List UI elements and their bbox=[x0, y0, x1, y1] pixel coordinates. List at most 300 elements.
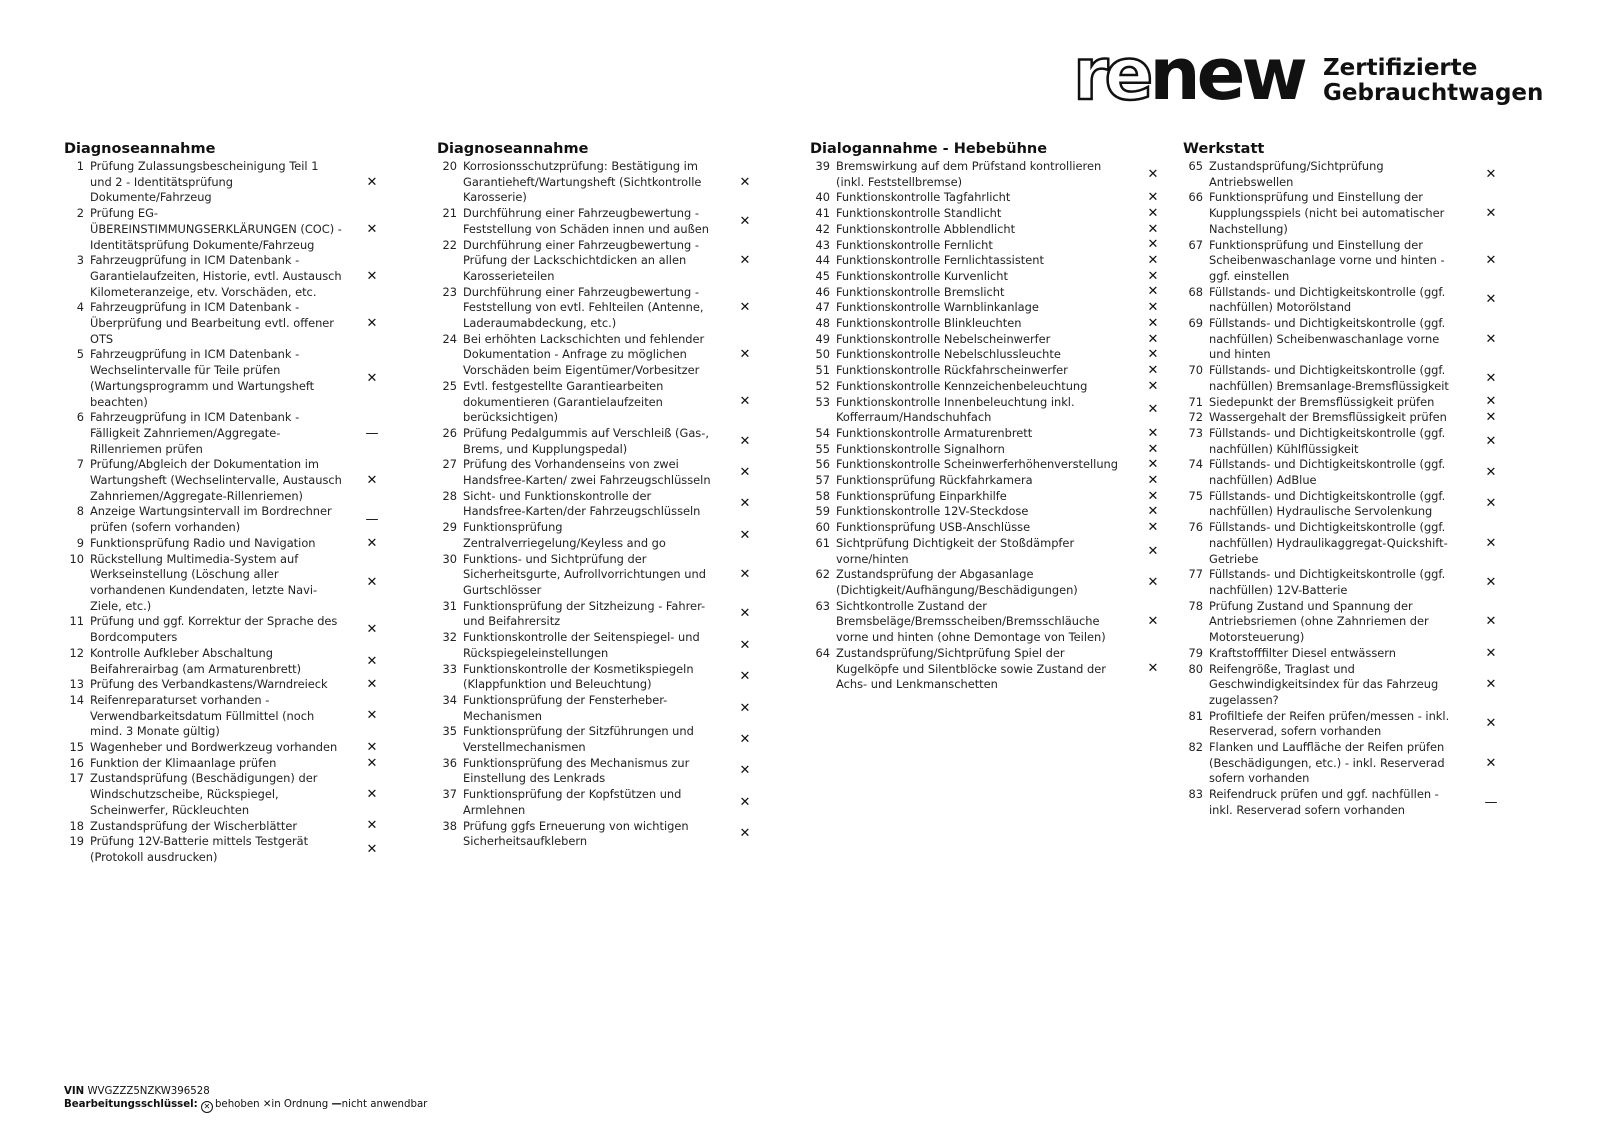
item-number: 28 bbox=[442, 488, 457, 503]
checklist-item bbox=[810, 190, 1159, 206]
checklist-item bbox=[1183, 489, 1503, 520]
checklist-item bbox=[64, 253, 384, 300]
check-x-icon: ✕ bbox=[1147, 504, 1159, 520]
checklist-item bbox=[64, 819, 384, 835]
checklist-item bbox=[1183, 457, 1503, 488]
item-text: Funktionskontrolle Nebelschlussleuchte bbox=[836, 347, 1061, 362]
item-text: Durchführung einer Fahrzeugbewertung - Prüfung der Lackschichtdicken an allen Karosserieteilen bbox=[463, 237, 699, 283]
check-x-icon: ✕ bbox=[366, 174, 378, 190]
checklist-item bbox=[1183, 646, 1503, 662]
item-text: Füllstands- und Dichtigkeitskontrolle (ggf. nachfüllen) Kühlflüssigkeit bbox=[1209, 425, 1446, 456]
check-x-icon: ✕ bbox=[1485, 433, 1497, 449]
item-number: 62 bbox=[815, 567, 830, 582]
item-text: Prüfung EG-ÜBEREINSTIMMUNGSERKLÄRUNGEN (COC) - Identitätsprüfung Dokumente/Fahrzeug bbox=[90, 206, 342, 252]
item-text: Kraftstofffilter Diesel entwässern bbox=[1209, 645, 1396, 660]
checklist-item bbox=[810, 394, 1159, 426]
checklist-item bbox=[437, 520, 757, 551]
checklist-item bbox=[810, 347, 1159, 363]
checklist-item bbox=[437, 662, 757, 693]
checklist-item bbox=[64, 347, 384, 410]
checklist bbox=[1183, 159, 1503, 819]
checklist-item bbox=[437, 426, 757, 457]
checklist-item bbox=[810, 645, 1159, 693]
check-x-icon: ✕ bbox=[366, 221, 378, 237]
item-text: Füllstands- und Dichtigkeitskontrolle (ggf. nachfüllen) Hydraulikaggregat-Quickshift-Getriebe bbox=[1209, 520, 1448, 566]
check-x-icon: ✕ bbox=[1147, 347, 1159, 363]
item-text: Zustandsprüfung/Sichtprüfung Antriebswellen bbox=[1209, 159, 1384, 189]
checklist-item bbox=[64, 300, 384, 347]
check-x-icon: ✕ bbox=[1147, 574, 1159, 590]
check-x-icon: ✕ bbox=[1147, 300, 1159, 316]
checklist-item bbox=[810, 362, 1159, 379]
item-text: Funktionskontrolle Fernlichtassistent bbox=[836, 253, 1044, 268]
check-x-icon: ✕ bbox=[739, 826, 751, 842]
check-x-icon: ✕ bbox=[1147, 661, 1159, 677]
checklist-item bbox=[810, 472, 1159, 489]
check-x-icon: ✕ bbox=[1147, 441, 1159, 457]
legend-fixed: behoben bbox=[214, 1099, 260, 1110]
checklist-item bbox=[437, 599, 757, 630]
checklist-item bbox=[1183, 363, 1503, 394]
item-number: 19 bbox=[69, 834, 84, 849]
item-text: Funktionskontrolle Kurvenlicht bbox=[836, 268, 1008, 283]
item-text: Füllstands- und Dichtigkeitskontrolle (ggf. nachfüllen) Scheibenwaschanlage vorne und hinten bbox=[1209, 316, 1446, 362]
item-text: Prüfung des Vorhandenseins von zwei Handsfree-Karten/ zwei Fahrzeugschlüsseln bbox=[463, 457, 711, 488]
logo-re: re bbox=[1073, 32, 1150, 116]
item-number: 36 bbox=[442, 755, 457, 770]
item-text: Prüfung Pedalgummis auf Verschleiß (Gas-, Brems, und Kupplungspedal) bbox=[463, 425, 709, 456]
item-text: Füllstands- und Dichtigkeitskontrolle (ggf. nachfüllen) AdBlue bbox=[1209, 457, 1446, 488]
check-x-icon: ✕ bbox=[1147, 614, 1159, 630]
item-number: 25 bbox=[442, 378, 457, 393]
item-text: Funktionskontrolle Armaturenbrett bbox=[836, 425, 1033, 440]
check-x-icon: ✕ bbox=[1485, 716, 1497, 732]
checklist-item bbox=[810, 205, 1159, 222]
checklist-item bbox=[437, 552, 757, 599]
checklist-item bbox=[1183, 520, 1503, 567]
item-number: 83 bbox=[1188, 787, 1203, 802]
checklist-item bbox=[64, 740, 384, 756]
check-x-icon: ✕ bbox=[366, 370, 378, 386]
check-x-icon: ✕ bbox=[739, 465, 751, 481]
item-number: 26 bbox=[442, 425, 457, 440]
check-x-icon: ✕ bbox=[366, 755, 378, 771]
item-number: 47 bbox=[815, 300, 830, 315]
item-text: Wassergehalt der Bremsflüssigkeit prüfen bbox=[1209, 410, 1447, 425]
item-text: Funktionsprüfung USB-Anschlüsse bbox=[836, 520, 1031, 535]
check-x-icon: ✕ bbox=[1485, 370, 1497, 386]
item-number: 14 bbox=[69, 692, 84, 707]
item-text: Rückstellung Multimedia-System auf Werkseinstellung (Löschung aller vorhandenen Kundendaten, letzte Navi-Ziele, etc.) bbox=[90, 551, 318, 613]
renew-wordmark bbox=[1073, 32, 1304, 116]
item-number: 27 bbox=[442, 457, 457, 472]
check-x-icon: ✕ bbox=[739, 347, 751, 363]
check-x-icon: ✕ bbox=[739, 732, 751, 748]
item-number: 9 bbox=[76, 535, 84, 550]
item-text: Funktionskontrolle Standlicht bbox=[836, 206, 1002, 221]
item-number: 46 bbox=[815, 284, 830, 299]
item-number: 7 bbox=[76, 457, 84, 472]
checklist-item bbox=[1183, 740, 1503, 787]
item-text: Zustandsprüfung der Wischerblätter bbox=[90, 818, 298, 833]
legend-line bbox=[64, 1098, 427, 1113]
item-number: 64 bbox=[815, 645, 830, 660]
item-text: Wagenheber und Bordwerkzeug vorhanden bbox=[90, 740, 338, 755]
check-x-icon: ✕ bbox=[366, 818, 378, 834]
check-x-icon: ✕ bbox=[1147, 520, 1159, 536]
item-number: 77 bbox=[1188, 567, 1203, 582]
check-x-icon: ✕ bbox=[1485, 292, 1497, 308]
vin-line bbox=[64, 1085, 427, 1098]
check-x-icon: ✕ bbox=[1147, 268, 1159, 284]
item-number: 66 bbox=[1188, 190, 1203, 205]
check-x-icon: ✕ bbox=[366, 268, 378, 284]
check-x-icon: ✕ bbox=[1147, 315, 1159, 331]
item-text: Funktionsprüfung Zentralverriegelung/Keyless and go bbox=[463, 520, 666, 550]
checklist-item bbox=[437, 489, 757, 520]
check-x-icon: ✕ bbox=[739, 606, 751, 622]
item-text: Funktionskontrolle Bremslicht bbox=[836, 284, 1005, 299]
item-number: 50 bbox=[815, 347, 830, 362]
checklist-item bbox=[1183, 190, 1503, 237]
check-x-icon: ✕ bbox=[1485, 574, 1497, 590]
item-number: 5 bbox=[76, 347, 84, 362]
item-text: Funktionsprüfung Radio und Navigation bbox=[90, 535, 316, 550]
checklist bbox=[437, 159, 757, 850]
check-x-icon: ✕ bbox=[1147, 402, 1159, 418]
check-x-icon: ✕ bbox=[1147, 488, 1159, 504]
checklist-item bbox=[810, 284, 1159, 301]
item-text: Funktionskontrolle Nebelscheinwerfer bbox=[836, 331, 1051, 346]
check-x-icon: ✕ bbox=[1147, 190, 1159, 206]
checklist-item bbox=[810, 598, 1159, 646]
item-number: 3 bbox=[76, 253, 84, 268]
checklist-item bbox=[810, 237, 1159, 254]
check-x-icon: ✕ bbox=[1147, 472, 1159, 488]
checklist-item bbox=[810, 221, 1159, 238]
check-x-icon: ✕ bbox=[366, 472, 378, 488]
item-number: 57 bbox=[815, 473, 830, 488]
item-number: 16 bbox=[69, 755, 84, 770]
item-number: 79 bbox=[1188, 645, 1203, 660]
check-x-icon: ✕ bbox=[739, 174, 751, 190]
checklist-item bbox=[437, 756, 757, 787]
item-text: Funktionsprüfung der Kopfstützen und Armlehnen bbox=[463, 787, 682, 817]
legend-label: Bearbeitungsschlüssel: bbox=[64, 1099, 198, 1110]
item-number: 11 bbox=[69, 614, 84, 629]
item-text: Funktionskontrolle Fernlicht bbox=[836, 237, 993, 252]
checklist-item bbox=[1183, 238, 1503, 285]
check-x-icon: ✕ bbox=[1485, 410, 1497, 426]
item-text: Sichtprüfung Dichtigkeit der Stoßdämpfer vorne/hinten bbox=[836, 535, 1075, 566]
not-applicable-icon: — bbox=[365, 425, 379, 441]
item-number: 59 bbox=[815, 504, 830, 519]
dash-icon: — bbox=[331, 1099, 342, 1110]
checklist-item bbox=[64, 159, 384, 206]
column-title: Diagnoseannahme bbox=[64, 141, 216, 157]
checklist-item bbox=[1183, 285, 1503, 316]
item-number: 76 bbox=[1188, 520, 1203, 535]
item-text: Funktionskontrolle der Seitenspiegel- und Rückspiegeleinstellungen bbox=[463, 630, 700, 660]
tagline-line-1: Zertifizierte bbox=[1323, 55, 1478, 81]
item-text: Fahrzeugprüfung in ICM Datenbank - Überprüfung und Bearbeitung evtl. offener OTS bbox=[90, 300, 334, 346]
checklist-item bbox=[810, 504, 1159, 520]
item-text: Funktionskontrolle Innenbeleuchtung inkl. Kofferraum/Handschuhfach bbox=[836, 394, 1075, 425]
checklist-item bbox=[64, 646, 384, 677]
checklist-item bbox=[1183, 316, 1503, 363]
checklist-item bbox=[1183, 159, 1503, 190]
check-x-icon: ✕ bbox=[1485, 394, 1497, 410]
item-number: 37 bbox=[442, 787, 457, 802]
item-text: Anzeige Wartungsintervall im Bordrechner prüfen (sofern vorhanden) bbox=[90, 504, 332, 535]
checklist-item bbox=[810, 425, 1159, 442]
item-number: 73 bbox=[1188, 425, 1203, 440]
checklist-item bbox=[810, 567, 1159, 598]
checklist-item bbox=[64, 536, 384, 552]
item-number: 23 bbox=[442, 284, 457, 299]
checklist-item bbox=[437, 724, 757, 755]
item-text: Funktion der Klimaanlage prüfen bbox=[90, 755, 277, 770]
check-x-icon: ✕ bbox=[1147, 425, 1159, 441]
item-number: 39 bbox=[815, 159, 830, 173]
item-number: 81 bbox=[1188, 708, 1203, 723]
checklist-item bbox=[1183, 709, 1503, 740]
check-x-icon: ✕ bbox=[739, 433, 751, 449]
item-number: 67 bbox=[1188, 237, 1203, 252]
check-x-icon: ✕ bbox=[366, 535, 378, 551]
item-text: Funktionskontrolle Warnblinkanlage bbox=[836, 300, 1039, 315]
item-text: Profiltiefe der Reifen prüfen/messen - inkl. Reserverad, sofern vorhanden bbox=[1209, 708, 1450, 739]
item-number: 74 bbox=[1188, 457, 1203, 472]
item-text: Prüfung/Abgleich der Dokumentation im Wartungsheft (Wechselintervalle, Austausch Zahnriemen/Aggregate-Rillenriemen) bbox=[90, 457, 342, 503]
item-text: Füllstands- und Dichtigkeitskontrolle (ggf. nachfüllen) 12V-Batterie bbox=[1209, 567, 1446, 597]
check-x-icon: ✕ bbox=[366, 708, 378, 724]
checklist-item bbox=[437, 787, 757, 818]
item-text: Korrosionsschutzprüfung: Bestätigung im Garantieheft/Wartungsheft (Sichtkontrolle Karosserie) bbox=[463, 159, 702, 205]
item-number: 4 bbox=[76, 300, 84, 315]
check-x-icon: ✕ bbox=[366, 677, 378, 693]
item-number: 41 bbox=[815, 206, 830, 221]
checklist-item bbox=[810, 457, 1159, 473]
item-number: 70 bbox=[1188, 363, 1203, 378]
checklist-item bbox=[64, 410, 384, 457]
checklist-item bbox=[1183, 410, 1503, 426]
column-diagnoseannahme-2 bbox=[437, 140, 757, 850]
check-x-icon: ✕ bbox=[366, 841, 378, 857]
item-text: Funktionsprüfung der Fensterheber-Mechanismen bbox=[463, 692, 668, 723]
item-number: 55 bbox=[815, 441, 830, 456]
checklist-item bbox=[64, 677, 384, 693]
item-text: Funktionskontrolle Signalhorn bbox=[836, 441, 1005, 456]
column-title: Werkstatt bbox=[1183, 141, 1265, 157]
logo-tagline bbox=[1323, 56, 1543, 106]
item-text: Funktionskontrolle Tagfahrlicht bbox=[836, 190, 1011, 205]
item-text: Funktionsprüfung Einparkhilfe bbox=[836, 488, 1007, 503]
checklist-item bbox=[437, 332, 757, 379]
check-x-icon: ✕ bbox=[1147, 221, 1159, 237]
item-number: 65 bbox=[1188, 159, 1203, 173]
item-text: Fahrzeugprüfung in ICM Datenbank - Garantielaufzeiten, Historie, evtl. Austausch Kilometeranzeige, etv. Vorschäden, etc. bbox=[90, 253, 342, 299]
checklist-item bbox=[64, 457, 384, 504]
checklist-item bbox=[1183, 395, 1503, 411]
check-x-icon: ✕ bbox=[1485, 496, 1497, 512]
item-text: Funktionsprüfung der Sitzführungen und Verstellmechanismen bbox=[463, 724, 694, 755]
not-applicable-icon: — bbox=[1484, 794, 1498, 810]
item-text: Fahrzeugprüfung in ICM Datenbank - Wechselintervalle für Teile prüfen (Wartungsprogramm und Wartungsheft beachten) bbox=[90, 347, 315, 409]
check-x-icon: ✕ bbox=[739, 527, 751, 543]
checklist-item bbox=[1183, 567, 1503, 598]
item-number: 72 bbox=[1188, 410, 1203, 425]
column-werkstatt bbox=[1183, 140, 1503, 819]
checklist-item bbox=[1183, 599, 1503, 646]
circled-x-icon: ✕ bbox=[201, 1101, 213, 1113]
item-number: 31 bbox=[442, 598, 457, 613]
check-x-icon: ✕ bbox=[1485, 465, 1497, 481]
checklist-item bbox=[64, 756, 384, 772]
checklist-item bbox=[437, 238, 757, 285]
item-number: 32 bbox=[442, 630, 457, 645]
item-number: 69 bbox=[1188, 316, 1203, 331]
check-x-icon: ✕ bbox=[1485, 645, 1497, 661]
item-number: 29 bbox=[442, 520, 457, 535]
checklist-item bbox=[810, 253, 1159, 269]
item-number: 15 bbox=[69, 740, 84, 755]
check-x-icon: ✕ bbox=[739, 669, 751, 685]
check-x-icon: ✕ bbox=[739, 300, 751, 316]
item-number: 60 bbox=[815, 520, 830, 535]
item-number: 45 bbox=[815, 268, 830, 283]
item-text: Reifendruck prüfen und ggf. nachfüllen - inkl. Reserverad sofern vorhanden bbox=[1209, 787, 1439, 817]
item-text: Bremswirkung auf dem Prüfstand kontrollieren (inkl. Feststellbremse) bbox=[836, 159, 1102, 189]
checklist-item bbox=[1183, 426, 1503, 457]
check-x-icon: ✕ bbox=[366, 786, 378, 802]
item-number: 38 bbox=[442, 818, 457, 833]
item-number: 71 bbox=[1188, 394, 1203, 409]
checklist-item bbox=[810, 315, 1159, 332]
check-x-icon: ✕ bbox=[739, 213, 751, 229]
item-text: Funktionskontrolle 12V-Steckdose bbox=[836, 504, 1029, 519]
checklist-item bbox=[64, 834, 384, 865]
check-x-icon: ✕ bbox=[739, 637, 751, 653]
tagline-line-2: Gebrauchtwagen bbox=[1323, 80, 1544, 106]
check-x-icon: ✕ bbox=[1147, 331, 1159, 347]
check-x-icon: ✕ bbox=[1147, 253, 1159, 269]
item-text: Fahrzeugprüfung in ICM Datenbank - Fälligkeit Zahnriemen/Aggregate-Rillenriemen prüfen bbox=[90, 410, 300, 456]
item-number: 12 bbox=[69, 645, 84, 660]
item-text: Zustandsprüfung der Abgasanlage (Dichtigkeit/Aufhängung/Beschädigungen) bbox=[836, 567, 1078, 597]
item-text: Funktionskontrolle Rückfahrscheinwerfer bbox=[836, 363, 1068, 378]
checklist-item bbox=[437, 630, 757, 661]
item-text: Zustandsprüfung/Sichtprüfung Spiel der Kugelköpfe und Silentblöcke sowie Zustand der Achs- und Lenkmanschetten bbox=[836, 645, 1106, 692]
check-x-icon: ✕ bbox=[1485, 331, 1497, 347]
item-text: Prüfung ggfs Erneuerung von wichtigen Sicherheitsaufklebern bbox=[463, 818, 689, 849]
column-diagnoseannahme-1 bbox=[64, 140, 384, 866]
item-text: Funktionsprüfung und Einstellung der Kupplungsspiels (nicht bei automatischer Nachstellung) bbox=[1209, 190, 1445, 236]
item-number: 34 bbox=[442, 692, 457, 707]
checklist-item bbox=[64, 206, 384, 253]
item-text: Sicht- und Funktionskontrolle der Handsfree-Karten/der Fahrzeugschlüsseln bbox=[463, 488, 701, 519]
check-x-icon: ✕ bbox=[1485, 755, 1497, 771]
legend-ok: in Ordnung bbox=[271, 1099, 329, 1110]
checklist-item bbox=[437, 457, 757, 488]
item-text: Funktionsprüfung der Sitzheizung - Fahrer- und Beifahrersitz bbox=[463, 598, 706, 629]
check-x-icon: ✕ bbox=[739, 253, 751, 269]
check-x-icon: ✕ bbox=[366, 622, 378, 638]
item-number: 42 bbox=[815, 221, 830, 236]
item-text: Funktionskontrolle der Kosmetikspiegeln (Klappfunktion und Beleuchtung) bbox=[463, 661, 694, 692]
item-text: Funktionskontrolle Kennzeichenbeleuchtung bbox=[836, 378, 1088, 393]
item-number: 35 bbox=[442, 724, 457, 739]
check-x-icon: ✕ bbox=[739, 394, 751, 410]
check-x-icon: ✕ bbox=[1485, 166, 1497, 182]
item-text: Kontrolle Aufkleber Abschaltung Beifahrerairbag (am Armaturenbrett) bbox=[90, 645, 302, 676]
item-text: Prüfung Zustand und Spannung der Antriebsriemen (ohne Zahnriemen der Motorsteuerung) bbox=[1209, 598, 1429, 645]
checklist-item bbox=[810, 300, 1159, 316]
item-text: Siedepunkt der Bremsflüssigkeit prüfen bbox=[1209, 394, 1435, 409]
item-number: 24 bbox=[442, 331, 457, 346]
checklist bbox=[64, 159, 384, 866]
checklist bbox=[810, 159, 1159, 693]
item-text: Füllstands- und Dichtigkeitskontrolle (ggf. nachfüllen) Motorölstand bbox=[1209, 284, 1446, 315]
check-x-icon: ✕ bbox=[739, 567, 751, 583]
item-text: Funktionskontrolle Blinkleuchten bbox=[836, 316, 1022, 331]
checklist-item bbox=[810, 488, 1159, 505]
check-x-icon: ✕ bbox=[739, 700, 751, 716]
item-number: 51 bbox=[815, 363, 830, 378]
checklist-item bbox=[810, 268, 1159, 285]
item-text: Funktionskontrolle Abblendlicht bbox=[836, 221, 1016, 236]
item-text: Reifenreparaturset vorhanden - Verwendbarkeitsdatum Füllmittel (noch mind. 3 Monate gültig) bbox=[90, 692, 315, 739]
checklist-item bbox=[810, 378, 1159, 395]
item-number: 80 bbox=[1188, 661, 1203, 676]
checklist-item bbox=[64, 614, 384, 645]
check-x-icon: ✕ bbox=[1147, 543, 1159, 559]
check-x-icon: ✕ bbox=[1147, 166, 1159, 182]
check-x-icon: ✕ bbox=[1147, 378, 1159, 394]
checklist-item bbox=[437, 285, 757, 332]
column-dialogannahme-hebebuehne bbox=[810, 140, 1159, 693]
item-number: 2 bbox=[76, 206, 84, 221]
checklist-item bbox=[810, 441, 1159, 458]
item-number: 63 bbox=[815, 598, 830, 613]
check-x-icon: ✕ bbox=[739, 763, 751, 779]
checklist-item bbox=[810, 535, 1159, 567]
item-number: 8 bbox=[76, 504, 84, 519]
column-title: Diagnoseannahme bbox=[437, 141, 589, 157]
item-number: 43 bbox=[815, 237, 830, 252]
renew-logo bbox=[1073, 32, 1544, 120]
item-text: Flanken und Lauffläche der Reifen prüfen (Beschädigungen, etc.) - inkl. Reserverad sofern vorhanden bbox=[1209, 740, 1445, 786]
checklist-item bbox=[1183, 662, 1503, 709]
check-x-icon: ✕ bbox=[1485, 614, 1497, 630]
item-number: 20 bbox=[442, 159, 457, 173]
item-number: 56 bbox=[815, 457, 830, 472]
check-x-icon: ✕ bbox=[1147, 205, 1159, 221]
item-text: Funktions- und Sichtprüfung der Sicherheitsgurte, Aufrollvorrichtungen und Gurtschlösser bbox=[463, 551, 706, 597]
not-applicable-icon: — bbox=[365, 512, 379, 528]
checklist-item bbox=[64, 693, 384, 740]
item-number: 49 bbox=[815, 331, 830, 346]
item-number: 82 bbox=[1188, 740, 1203, 755]
legend-na: nicht anwendbar bbox=[341, 1099, 428, 1110]
item-number: 21 bbox=[442, 206, 457, 221]
check-x-icon: ✕ bbox=[1147, 362, 1159, 378]
check-x-icon: ✕ bbox=[1485, 205, 1497, 221]
vin-value: WVGZZZ5NZKW396528 bbox=[87, 1086, 210, 1097]
item-number: 40 bbox=[815, 190, 830, 205]
checklist-item bbox=[64, 771, 384, 818]
x-icon: ✕ bbox=[262, 1099, 272, 1110]
